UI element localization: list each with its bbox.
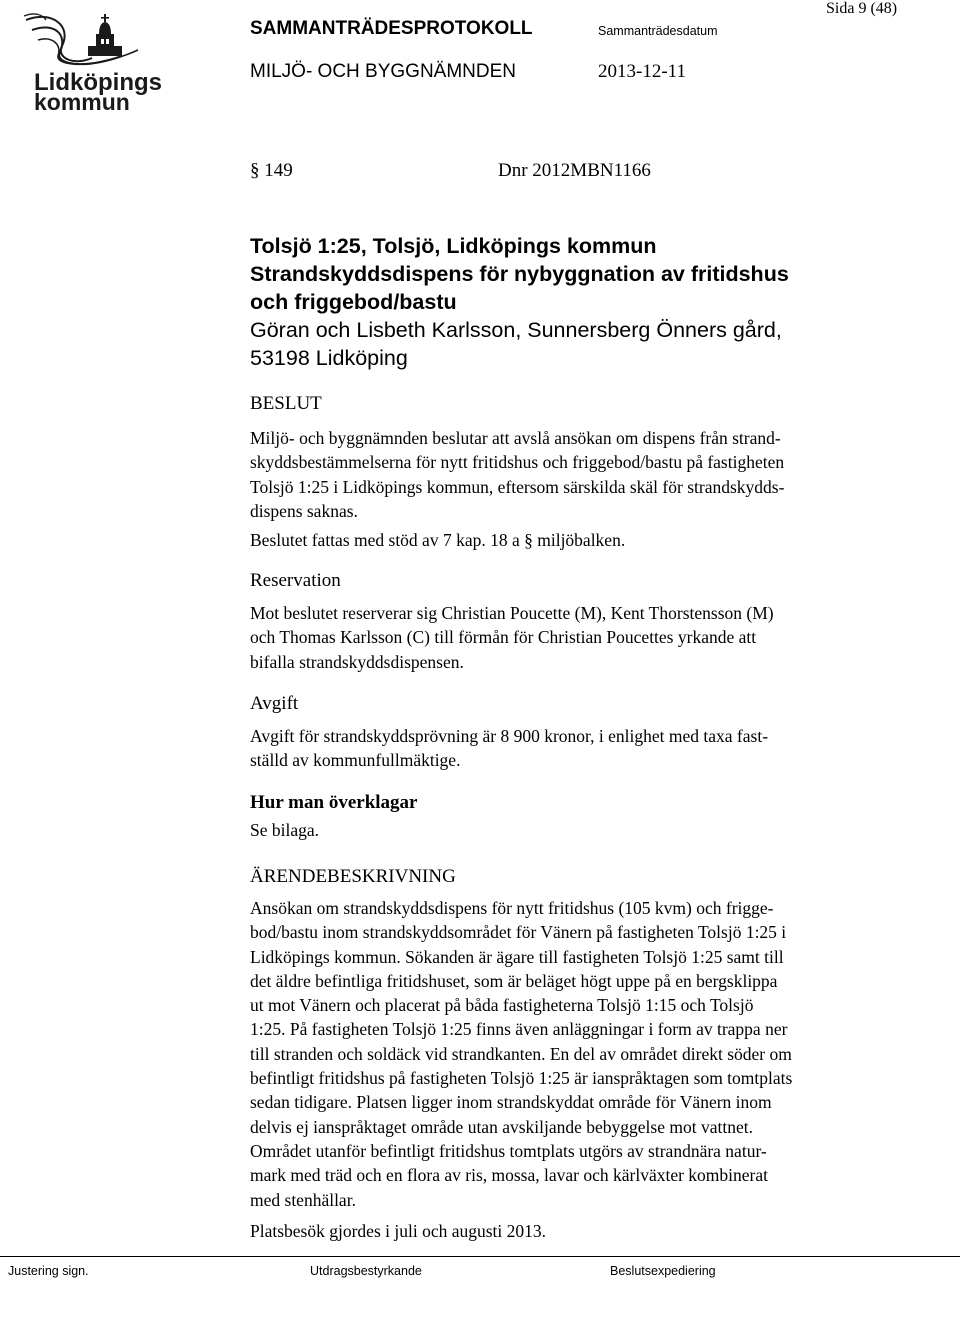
legal-basis-text: Beslutet fattas med stöd av 7 kap. 18 a xyxy=(250,530,525,550)
footer-divider xyxy=(0,1256,960,1257)
paragraph-number xyxy=(250,160,293,182)
department-name: MILJÖ- OCH BYGGNÄMNDEN xyxy=(250,61,517,82)
text-line: Tolsjö 1:25 i Lidköpings kommun, eftersom särskilda skäl för strandskydds- xyxy=(250,476,785,497)
applicant-line: Göran och Lisbeth Karlsson, Sunnersberg Önners gård, xyxy=(250,318,782,342)
section-sign-icon: § xyxy=(524,530,533,550)
text-line: ut mot Vänern och placerat på båda fastigheterna Tolsjö 1:15 och Tolsjö xyxy=(250,995,754,1016)
avgift-text xyxy=(250,724,920,773)
text-line: Mot beslutet reserverar sig Christian Poucette (M), Kent Thorstensson (M) xyxy=(250,603,774,623)
logo-text-line2: kommun xyxy=(34,89,130,113)
text-line: till stranden och soldäck vid strandkanten. En del av området direkt söder om xyxy=(250,1043,792,1064)
text-line: Området utanför befintligt fritidshus tomtplats utgörs av strandnära natur- xyxy=(250,1140,767,1161)
logo-text-line1: Lidköpings xyxy=(34,69,162,96)
municipality-logo xyxy=(22,8,162,113)
appeal-text xyxy=(250,818,920,842)
text-line: och Thomas Karlsson (C) till förmån för Christian Poucettes yrkande att xyxy=(250,627,757,648)
page-indicator: Sida 9 (48) xyxy=(826,0,898,17)
case-description-text xyxy=(250,896,920,1212)
text-line: befintligt fritidshus på fastigheten Tolsjö 1:25 är ianspråktagen som tomtplats xyxy=(250,1068,793,1089)
case-title-block xyxy=(250,232,930,372)
case-registration-number: Dnr 2012MBN1166 xyxy=(498,160,651,181)
text-line: det äldre befintliga fritidshuset, som är beläget högt uppe på en bergsklippa xyxy=(250,970,778,991)
section-sign-icon: § xyxy=(250,160,260,181)
case-title-line: Tolsjö 1:25, Tolsjö, Lidköpings kommun xyxy=(250,234,657,258)
text-line: bod/bastu inom strandskyddsområdet för Vänern på fastigheten Tolsjö 1:25 i xyxy=(250,922,787,943)
section-heading-reservation: Reservation xyxy=(250,570,341,591)
footer-utdrag-label: Utdragsbestyrkande xyxy=(310,1264,422,1278)
text-line: Avgift för strandskyddsprövning är 8 900 kronor, i enlighet med taxa fast- xyxy=(250,726,769,746)
section-heading-appeal: Hur man överklagar xyxy=(250,792,418,813)
beslut-text xyxy=(250,426,920,523)
text-line: Lidköpings kommun. Sökanden är ägare till fastigheten Tolsjö 1:25 samt till xyxy=(250,946,784,967)
section-heading-avgift: Avgift xyxy=(250,693,299,714)
text-line: ställd av kommunfullmäktige. xyxy=(250,750,461,771)
legal-basis-text: miljöbalken. xyxy=(532,530,626,550)
text-line: dispens saknas. xyxy=(250,500,358,521)
meeting-date-label: Sammanträdesdatum xyxy=(598,24,718,38)
text-line: bifalla strandskyddsdispensen. xyxy=(250,651,464,672)
section-heading-case-description: ÄRENDEBESKRIVNING xyxy=(250,866,456,887)
text-line: 1:25. På fastigheten Tolsjö 1:25 finns även anläggningar i form av trappa ner xyxy=(250,1019,788,1040)
text-line: delvis ej ianspråktaget område utan avskiljande bebyggelse mot vattnet. xyxy=(250,1116,753,1137)
section-heading-beslut: BESLUT xyxy=(250,393,322,414)
text-line: skyddsbestämmelserna för nytt fritidshus och friggebod/bastu på fastigheten xyxy=(250,452,785,473)
text-line: Se bilaga. xyxy=(250,820,320,840)
text-line: med stenhällar. xyxy=(250,1189,356,1210)
lidkoping-crest-icon xyxy=(22,8,162,113)
case-title-line: och friggebod/bastu xyxy=(250,290,457,314)
applicant-line: 53198 Lidköping xyxy=(250,346,408,370)
footer-justering-label: Justering sign. xyxy=(8,1264,89,1278)
text-line: sedan tidigare. Platsen ligger inom strandskyddat område för Vänern inom xyxy=(250,1092,772,1113)
paragraph-number-value: 149 xyxy=(264,160,293,181)
beslut-legal-basis xyxy=(250,528,920,552)
text-line: mark med träd och en flora av ris, mossa, lavar och kärlväxter kombinerat xyxy=(250,1165,769,1186)
reservation-text xyxy=(250,601,920,674)
site-visit-text xyxy=(250,1219,920,1243)
text-line: Ansökan om strandskyddsdispens för nytt fritidshus (105 kvm) och frigge- xyxy=(250,898,774,918)
text-line: Miljö- och byggnämnden beslutar att avslå ansökan om dispens från strand- xyxy=(250,428,781,448)
meeting-date: 2013-12-11 xyxy=(598,61,686,82)
footer-expediering-label: Beslutsexpediering xyxy=(610,1264,716,1278)
case-title-line: Strandskyddsdispens för nybyggnation av fritidshus xyxy=(250,262,789,286)
text-line: Platsbesök gjordes i juli och augusti 2013. xyxy=(250,1221,547,1241)
document-title: SAMMANTRÄDESPROTOKOLL xyxy=(250,18,533,39)
